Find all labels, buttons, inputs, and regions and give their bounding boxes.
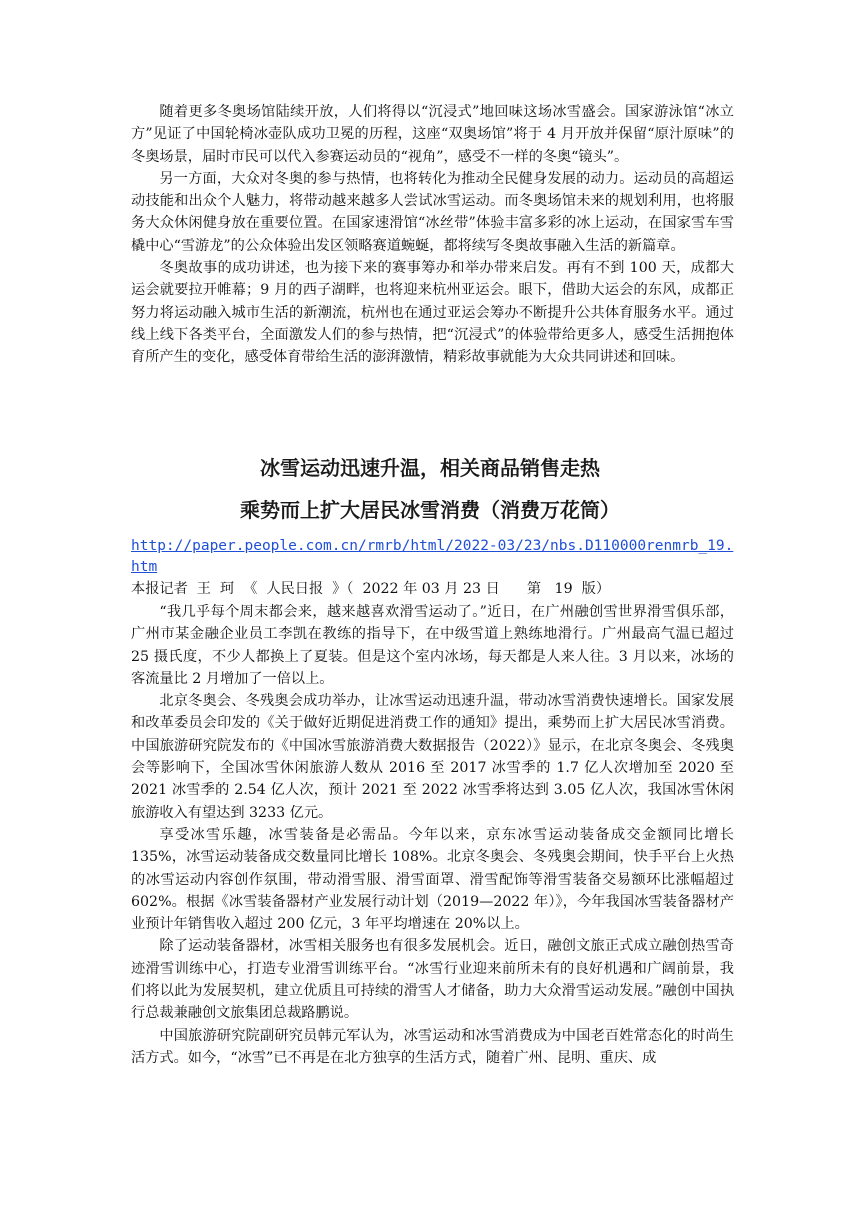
paragraph: 除了运动装备器材，冰雪相关服务也有很多发展机会。近日，融创文旅正式成立融创热雪奇迹滑雪训练中心，打造专业滑雪训练平台。“冰雪行业迎来前所未有的良好机遇和广阔前景，我们将以此为发展契机，建立优质且可持续的滑雪人才储备，助力大众滑雪运动发展。”融创中国执行总裁兼融创文旅集团总裁路鹏说。 — [131, 938, 735, 1022]
article-body — [131, 601, 734, 1069]
paragraph: 随着更多冬奥场馆陆续开放，人们将得以“沉浸式”地回味这场冰雪盛会。国家游泳馆“冰立方”见证了中国轮椅冰壶队成功卫冕的历程，这座“双奥场馆”将于 4 月开放并保留“原汁原味”的冬奥场景，届时市民可以代入参赛运动员的“视角”，感受不一样的冬奥“镜头”。 — [131, 104, 734, 165]
article-source-link[interactable]: http://paper.people.com.cn/rmrb/html/2022-03/23/nbs.D110000renmrb_19.htm — [131, 538, 734, 575]
paragraph: 另一方面，大众对冬奥的参与热情，也将转化为推动全民健身发展的动力。运动员的高超运动技能和出众个人魅力，将带动越来越多人尝试冰雪运动。而冬奥场馆未来的规划利用，也将服务大众休闲健身放在重要位置。在国家速滑馆“冰丝带”体验丰富多彩的冰上运动，在国家雪车雪橇中心“雪游龙”的公众体验出发区领略赛道蜿蜒，都将续写冬奥故事融入生活的新篇章。 — [131, 170, 734, 254]
article-title: 冰雪运动迅速升温，相关商品销售走热 — [260, 456, 600, 480]
paragraph: “我几乎每个周末都会来，越来越喜欢滑雪运动了。”近日，在广州融创雪世界滑雪俱乐部，广州市某金融企业员工李凯在教练的指导下，在中级雪道上熟练地滑行。广州最高气温已超过 25 摄氏度，不少人都换上了夏装。但是这个室内冰场，每天都是人来人往。3 月以来，冰场的客流量比 2 月增加了一倍以上。 — [131, 604, 734, 687]
article-subtitle: 乘势而上扩大居民冰雪消费（消费万花筒） — [240, 498, 620, 522]
article-byline: 本报记者 王 珂 《 人民日报 》（ 2022 年 03 月 23 日 第 19 版） — [131, 581, 611, 597]
paragraph: 享受冰雪乐趣，冰雪装备是必需品。今年以来，京东冰雪运动装备成交金额同比增长 135%，冰雪运动装备成交数量同比增长 108%。北京冬奥会、冬残奥会期间，快手平台上火热的冰雪运动内容创作氛围，带动滑雪服、滑雪面罩、滑雪配饰等滑雪装备交易额环比涨幅超过 602%。根据《冰雪装备器材产业发展行动计划（2019—2022 年）》，今年我国冰雪装备器材产业预计年销售收入超过 200 亿元，3 年平均增速在 20%以上。 — [131, 826, 734, 933]
intro-section — [131, 101, 734, 369]
paragraph: 冬奥故事的成功讲述，也为接下来的赛事筹办和举办带来启发。再有不到 100 天，成都大运会就要拉开帷幕；9 月的西子湖畔，也将迎来杭州亚运会。眼下，借助大运会的东风，成都正努力将运动融入城市生活的新潮流，杭州也在通过亚运会筹办不断提升公共体育服务水平。通过线上线下各类平台，全面激发人们的参与热情，把“沉浸式”的体验带给更多人，感受生活拥抱体育所产生的变化，感受体育带给生活的澎湃激情，精彩故事就能为大众共同讲述和回味。 — [131, 260, 734, 366]
paragraph: 中国旅游研究院副研究员韩元军认为，冰雪运动和冰雪消费成为中国老百姓常态化的时尚生活方式。如今，“冰雪”已不再是在北方独享的生活方式，随着广州、昆明、重庆、成 — [131, 1027, 734, 1066]
paragraph: 北京冬奥会、冬残奥会成功举办，让冰雪运动迅速升温，带动冰雪消费快速增长。国家发展和改革委员会印发的《关于做好近期促进消费工作的通知》提出，乘势而上扩大居民冰雪消费。中国旅游研究院发布的《中国冰雪旅游消费大数据报告（2022）》显示，在北京冬奥会、冬残奥会等影响下，全国冰雪休闲旅游人数从 2016 至 2017 冰雪季的 1.7 亿人次增加至 2020 至 2021 冰雪季的 2.54 亿人次，预计 2021 至 2022 冰雪季将达到 3.05 亿人次，我国冰雪休闲旅游收入有望达到 3233 亿元。 — [131, 693, 734, 821]
